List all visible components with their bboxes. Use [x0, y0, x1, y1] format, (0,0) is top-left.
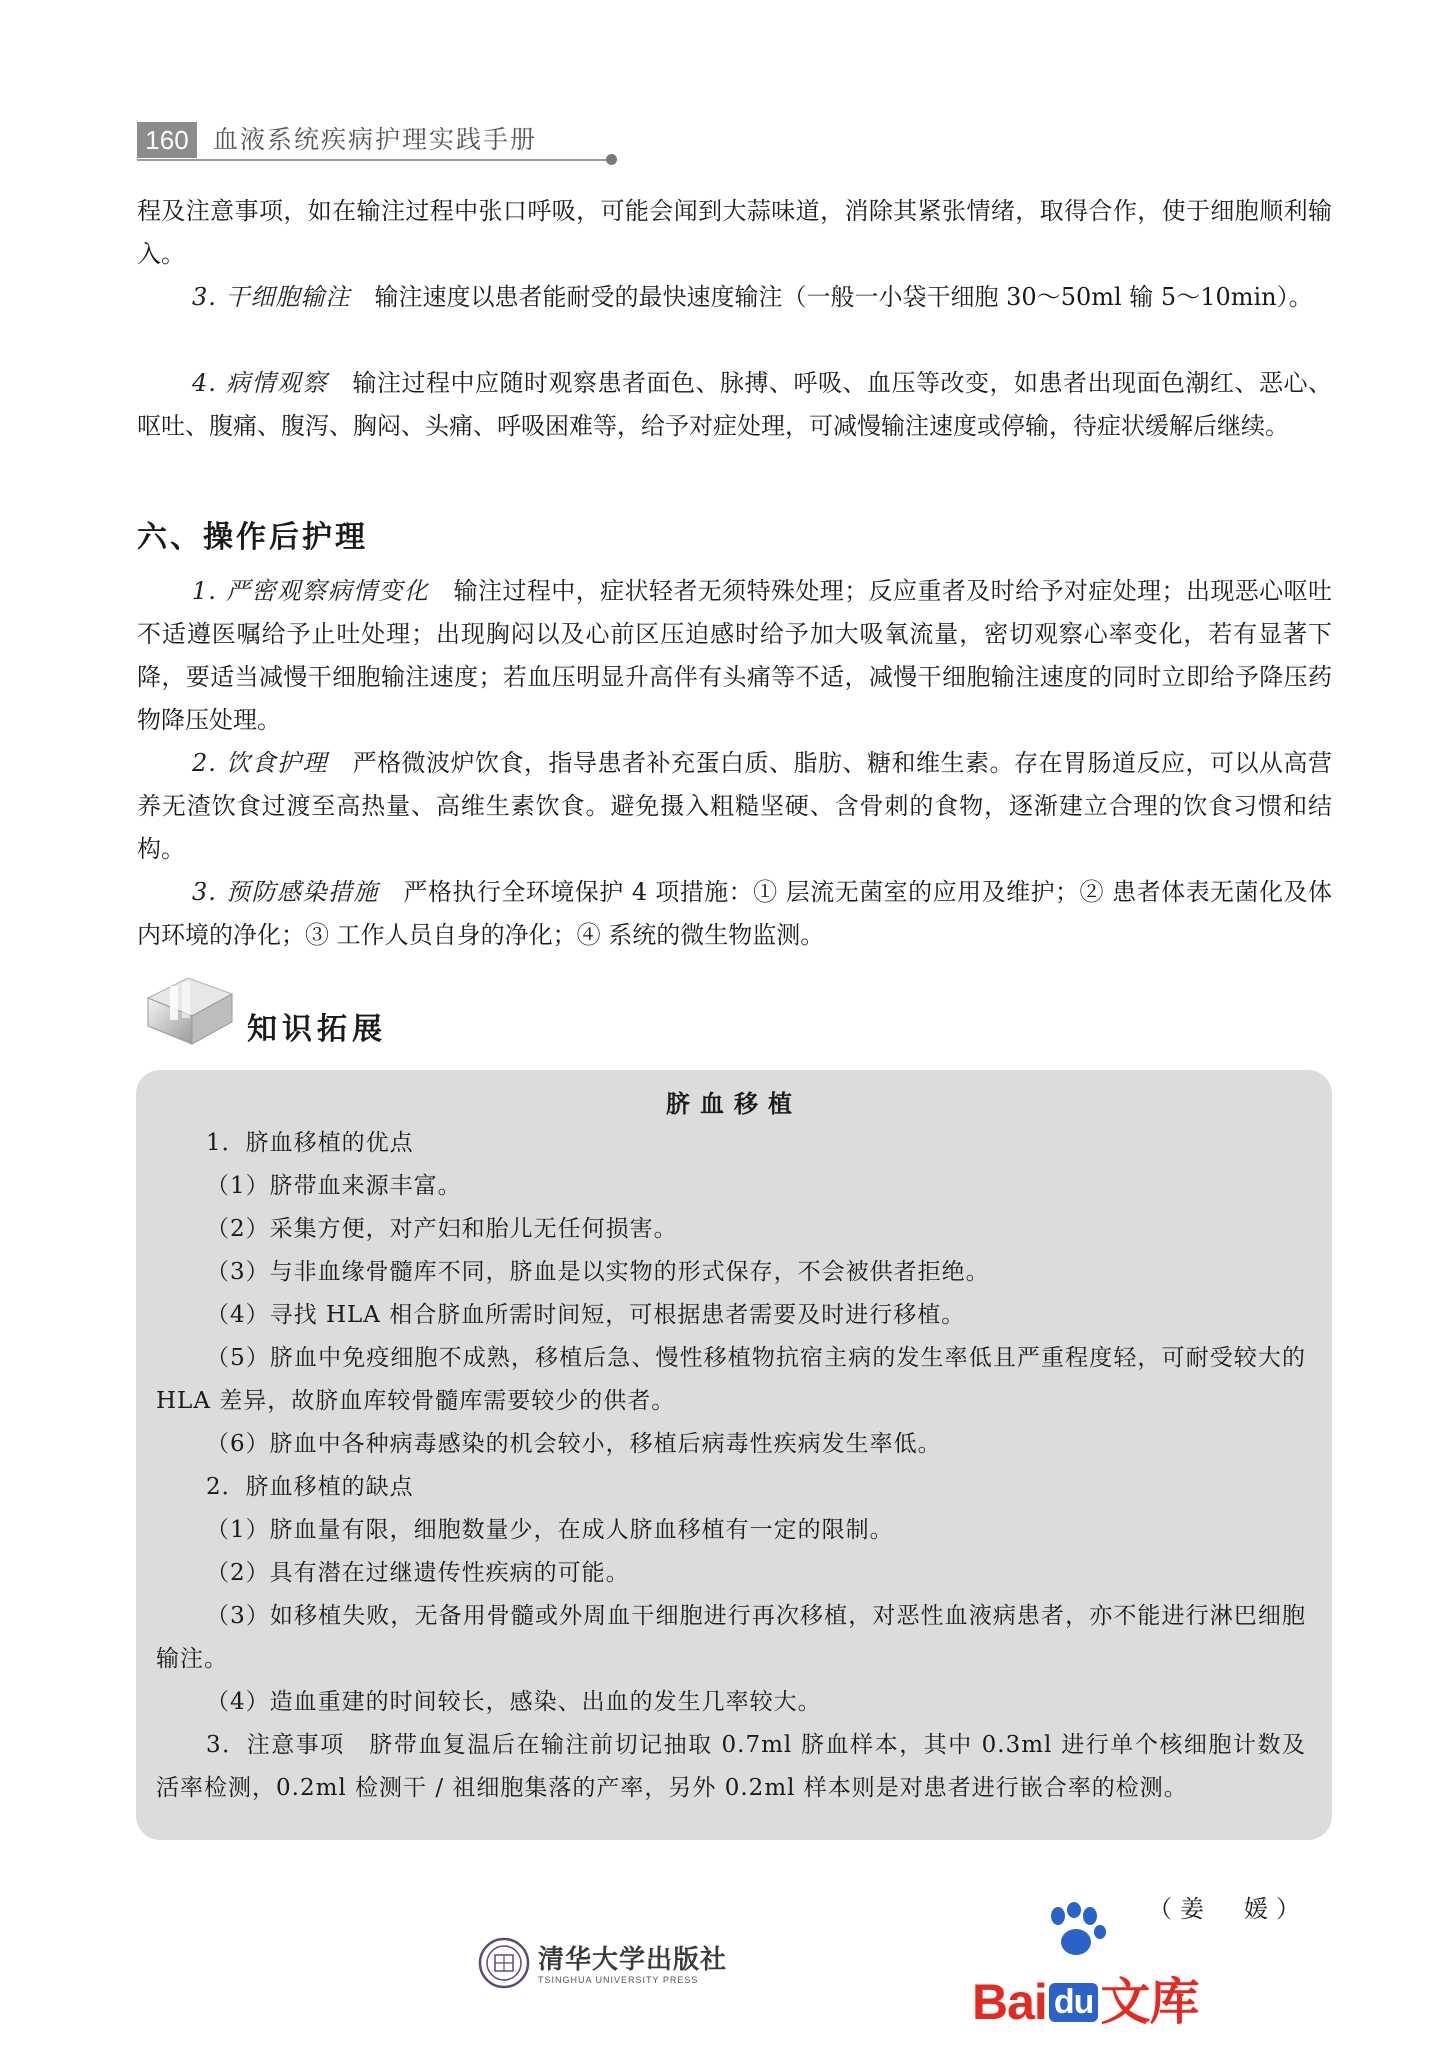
box-line: （2）采集方便，对产妇和胎儿无任何损害。: [206, 1216, 678, 1242]
box-line: 3．注意事项 脐带血复温后在输注前切记抽取 0.7ml 脐血样本，其中 0.3ml 进行单个核细胞计数及活率检测，0.2ml 检测干 / 祖细胞集落的产率，另外 0.2ml 样本则是对患者进行嵌合率的检测。: [156, 1732, 1306, 1801]
wordmark-wenku: 文库: [1100, 1973, 1199, 2031]
publisher-logo: [478, 1937, 738, 1993]
tsinghua-seal-icon: [478, 1937, 530, 1989]
item-lead: 3. 预防感染措施: [192, 878, 379, 906]
item-lead: 2. 饮食护理: [192, 749, 329, 777]
item-lead: 1. 严密观察病情变化: [192, 577, 430, 605]
baidu-wenku-watermark: [972, 1902, 1212, 2031]
item-text: 输注过程中应随时观察患者面色、脉搏、呼吸、血压等改变，如患者出现面色潮红、恶心、呕吐、腹痛、腹泻、胸闷、头痛、呼吸困难等，给予对症处理，可减慢输注速度或停输，待症状缓解后继续。: [137, 369, 1333, 440]
item-lead: 4. 病情观察: [192, 369, 329, 397]
header-rule: [137, 159, 611, 161]
book-stack-icon: [140, 968, 240, 1048]
box-line: （3）如移植失败，无备用骨髓或外周血干细胞进行再次移植，对恶性血液病患者，亦不能进行淋巴细胞输注。: [156, 1603, 1306, 1672]
box-line: 1．脐血移植的优点: [206, 1130, 414, 1156]
running-header: [137, 122, 617, 158]
section-heading: 六、操作后护理: [137, 520, 368, 555]
item-text: 严格微波炉饮食，指导患者补充蛋白质、脂肪、糖和维生素。存在胃肠道反应，可以从高营养无渣饮食过渡至高热量、高维生素饮食。避免摄入粗糙坚硬、含骨刺的食物，逐渐建立合理的饮食习惯和结构。: [137, 749, 1333, 863]
paragraph-close-observation: [137, 570, 1332, 742]
baidu-wordmark: [972, 1962, 1198, 2034]
box-title: 脐血移植: [666, 1090, 802, 1118]
item-text: 输注过程中，症状轻者无须特殊处理；反应重者及时给予对症处理；出现恶心呕吐不适遵医嘱给予止吐处理；出现胸闷以及心前区压迫感时给予加大吸氧流量，密切观察心率变化，若有显著下降，要适当减慢干细胞输注速度；若血压明显升高伴有头痛等不适，减慢干细胞输注速度的同时立即给予降压药物降压处理。: [137, 577, 1333, 734]
item-text: 输注速度以患者能耐受的最快速度输注（一般一小袋干细胞 30～50ml 输 5～10min）。: [350, 283, 1313, 311]
paragraph-diet-care: [137, 742, 1332, 871]
author-credit: （姜 媛）: [1148, 1895, 1308, 1923]
wordmark-bai: Bai: [972, 1974, 1047, 2030]
knowledge-extension-heading: 知识拓展: [247, 1012, 387, 1047]
page-number: 160: [137, 122, 197, 158]
baidu-paw-icon: [1044, 1902, 1108, 1962]
book-title: 血液系统疾病护理实践手册: [213, 125, 538, 154]
knowledge-box: [136, 1070, 1332, 1840]
paragraph-stem-cell-infusion: [137, 276, 1332, 319]
publisher-name: 清华大学出版社: [538, 1945, 728, 1975]
box-line: （5）脐血中免疫细胞不成熟，移植后急、慢性移植物抗宿主病的发生率低且严重程度轻，可耐受较大的 HLA 差异，故脐血库较骨髓库需要较少的供者。: [156, 1345, 1306, 1414]
paragraph-continuation: 程及注意事项，如在输注过程中张口呼吸，可能会闻到大蒜味道，消除其紧张情绪，取得合作，使于细胞顺利输入。: [137, 197, 1332, 268]
header-rule-dot: [606, 154, 617, 165]
wordmark-du: du: [1049, 1983, 1099, 2022]
box-line: （1）脐血量有限，细胞数量少，在成人脐血移植有一定的限制。: [206, 1517, 894, 1543]
paragraph-condition-observation: [137, 362, 1332, 448]
box-line: （4）寻找 HLA 相合脐血所需时间短，可根据患者需要及时进行移植。: [206, 1302, 966, 1328]
paragraph-infection-prevention: [137, 871, 1332, 957]
publisher-name-en: TSINGHUA UNIVERSITY PRESS: [538, 1975, 699, 1985]
box-line: （6）脐血中各种病毒感染的机会较小，移植后病毒性疾病发生率低。: [206, 1431, 942, 1457]
box-line: （3）与非血缘骨髓库不同，脐血是以实物的形式保存，不会被供者拒绝。: [206, 1259, 990, 1285]
box-line: （2）具有潜在过继遗传性疾病的可能。: [206, 1560, 630, 1586]
box-line: 2．脐血移植的缺点: [206, 1474, 414, 1500]
box-line: （4）造血重建的时间较长，感染、出血的发生几率较大。: [206, 1689, 822, 1715]
item-text: 严格执行全环境保护 4 项措施：① 层流无菌室的应用及维护；② 患者体表无菌化及体内环境的净化；③ 工作人员自身的净化；④ 系统的微生物监测。: [137, 878, 1332, 949]
box-line: （1）脐带血来源丰富。: [206, 1173, 462, 1199]
item-lead: 3. 干细胞输注: [192, 283, 351, 311]
